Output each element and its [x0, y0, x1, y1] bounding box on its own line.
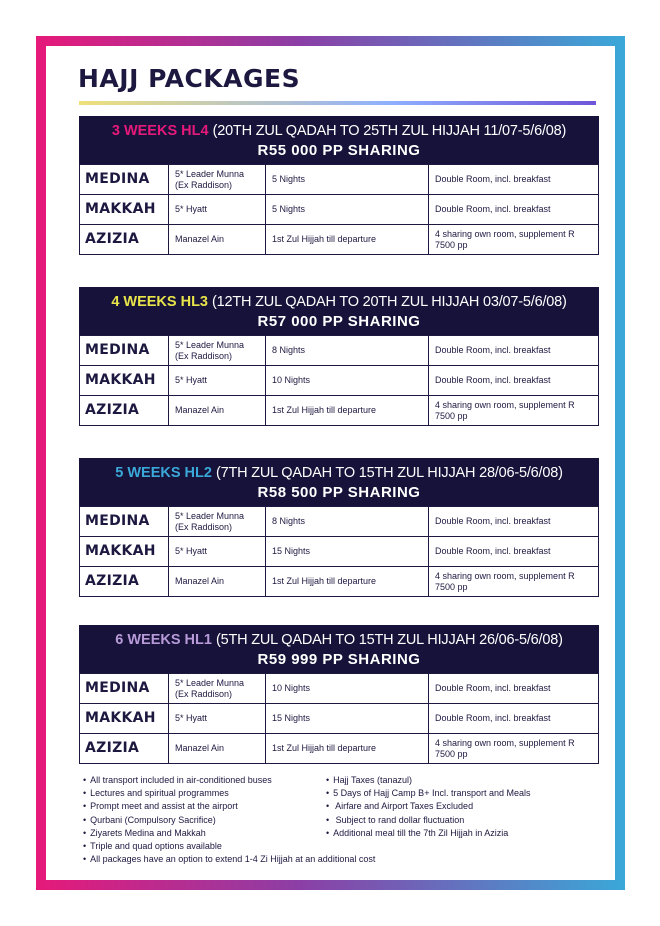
room-cell: Double Room, incl. breakfast	[429, 165, 599, 195]
package-dates: (20TH ZUL QADAH TO 25TH ZUL HIJJAH 11/07-5/6/08)	[212, 123, 567, 139]
nights-cell: 8 Nights	[266, 336, 429, 366]
package-title-line	[83, 292, 595, 312]
room-cell: Double Room, incl. breakfast	[429, 507, 599, 537]
table-row	[80, 704, 599, 734]
room-cell: Double Room, incl. breakfast	[429, 704, 599, 734]
table-row	[80, 195, 599, 225]
room-cell: Double Room, incl. breakfast	[429, 366, 599, 396]
package-header	[79, 458, 599, 506]
room-cell: Double Room, incl. breakfast	[429, 537, 599, 567]
title-underline	[79, 101, 596, 105]
package-dates: (5TH ZUL QADAH TO 15TH ZUL HIJJAH 26/06-5/6/08)	[215, 632, 563, 648]
city-cell: AZIZIA	[80, 225, 169, 255]
table-row	[80, 336, 599, 366]
hotel-cell: 5* Leader Munna (Ex Raddison)	[169, 507, 266, 537]
package-name: 4 WEEKS HL3	[111, 294, 208, 310]
list-item: • Additional meal till the 7th Zil Hijjah in Azizia	[326, 827, 596, 840]
list-item: • Ziyarets Medina and Makkah	[83, 827, 323, 840]
nights-cell: 1st Zul Hijjah till departure	[266, 396, 429, 426]
city-cell: MAKKAH	[80, 704, 169, 734]
table-row	[80, 225, 599, 255]
package-price: R58 500 PP SHARING	[257, 484, 421, 501]
nights-cell: 10 Nights	[266, 366, 429, 396]
list-item: • Lectures and spiritual programmes	[83, 787, 323, 800]
package-title-line	[83, 630, 595, 650]
nights-cell: 10 Nights	[266, 674, 429, 704]
room-cell: Double Room, incl. breakfast	[429, 336, 599, 366]
nights-cell: 5 Nights	[266, 165, 429, 195]
package-header	[79, 116, 599, 164]
city-cell: MEDINA	[80, 165, 169, 195]
city-cell: AZIZIA	[80, 734, 169, 764]
package-price: R55 000 PP SHARING	[257, 142, 421, 159]
package-dates: (12TH ZUL QADAH TO 20TH ZUL HIJJAH 03/07-5/6/08)	[212, 294, 567, 310]
package-hl2	[79, 458, 599, 597]
list-item: • All packages have an option to extend 1-4 Zi Hijjah at an additional cost	[83, 853, 323, 866]
list-item: • Triple and quad options available	[83, 840, 323, 853]
package-title-line	[83, 463, 595, 483]
nights-cell: 5 Nights	[266, 195, 429, 225]
gradient-frame	[36, 36, 625, 890]
inclusions-list-right	[326, 774, 596, 840]
room-cell: 4 sharing own room, supplement R 7500 pp	[429, 396, 599, 426]
hotel-cell: 5* Hyatt	[169, 537, 266, 567]
package-name: 5 WEEKS HL2	[115, 465, 212, 481]
package-table	[79, 164, 599, 255]
hotel-cell: 5* Leader Munna (Ex Raddison)	[169, 336, 266, 366]
list-item: • 5 Days of Hajj Camp B+ Incl. transport and Meals	[326, 787, 596, 800]
nights-cell: 1st Zul Hijjah till departure	[266, 734, 429, 764]
nights-cell: 15 Nights	[266, 704, 429, 734]
package-header	[79, 625, 599, 673]
hotel-cell: Manazel Ain	[169, 734, 266, 764]
package-table	[79, 673, 599, 764]
city-cell: MEDINA	[80, 336, 169, 366]
table-row	[80, 396, 599, 426]
city-cell: MEDINA	[80, 507, 169, 537]
package-name: 3 WEEKS HL4	[111, 123, 209, 139]
page-content	[46, 46, 615, 880]
room-cell: 4 sharing own room, supplement R 7500 pp	[429, 225, 599, 255]
hotel-cell: 5* Hyatt	[169, 704, 266, 734]
hotel-cell: 5* Leader Munna (Ex Raddison)	[169, 674, 266, 704]
city-cell: MEDINA	[80, 674, 169, 704]
table-row	[80, 674, 599, 704]
city-cell: MAKKAH	[80, 537, 169, 567]
package-hl1	[79, 625, 599, 764]
list-item: • All transport included in air-conditioned buses	[83, 774, 323, 787]
hotel-cell: Manazel Ain	[169, 396, 266, 426]
nights-cell: 1st Zul Hijjah till departure	[266, 567, 429, 597]
city-cell: AZIZIA	[80, 567, 169, 597]
list-item: • Airfare and Airport Taxes Excluded	[326, 800, 596, 813]
package-name: 6 WEEKS HL1	[115, 632, 212, 648]
table-row	[80, 366, 599, 396]
nights-cell: 15 Nights	[266, 537, 429, 567]
list-item: • Subject to rand dollar fluctuation	[326, 814, 596, 827]
list-item: • Hajj Taxes (tanazul)	[326, 774, 596, 787]
package-hl4	[79, 116, 599, 255]
hotel-cell: Manazel Ain	[169, 567, 266, 597]
nights-cell: 1st Zul Hijjah till departure	[266, 225, 429, 255]
package-table	[79, 335, 599, 426]
table-row	[80, 734, 599, 764]
package-table	[79, 506, 599, 597]
hotel-cell: Manazel Ain	[169, 225, 266, 255]
package-title-line	[83, 121, 595, 141]
package-dates: (7TH ZUL QADAH TO 15TH ZUL HIJJAH 28/06-5/6/08)	[215, 465, 563, 481]
room-cell: 4 sharing own room, supplement R 7500 pp	[429, 567, 599, 597]
table-row	[80, 567, 599, 597]
city-cell: MAKKAH	[80, 195, 169, 225]
list-item: • Prompt meet and assist at the airport	[83, 800, 323, 813]
nights-cell: 8 Nights	[266, 507, 429, 537]
hotel-cell: 5* Hyatt	[169, 195, 266, 225]
table-row	[80, 507, 599, 537]
table-row	[80, 537, 599, 567]
package-hl3	[79, 287, 599, 426]
package-header	[79, 287, 599, 335]
package-price: R57 000 PP SHARING	[257, 313, 421, 330]
page-title: HAJJ PACKAGES	[78, 64, 301, 93]
table-row	[80, 165, 599, 195]
hotel-cell: 5* Hyatt	[169, 366, 266, 396]
list-item: • Qurbani (Compulsory Sacrifice)	[83, 814, 323, 827]
room-cell: 4 sharing own room, supplement R 7500 pp	[429, 734, 599, 764]
city-cell: MAKKAH	[80, 366, 169, 396]
room-cell: Double Room, incl. breakfast	[429, 195, 599, 225]
hotel-cell: 5* Leader Munna (Ex Raddison)	[169, 165, 266, 195]
city-cell: AZIZIA	[80, 396, 169, 426]
package-price: R59 999 PP SHARING	[257, 651, 421, 668]
room-cell: Double Room, incl. breakfast	[429, 674, 599, 704]
